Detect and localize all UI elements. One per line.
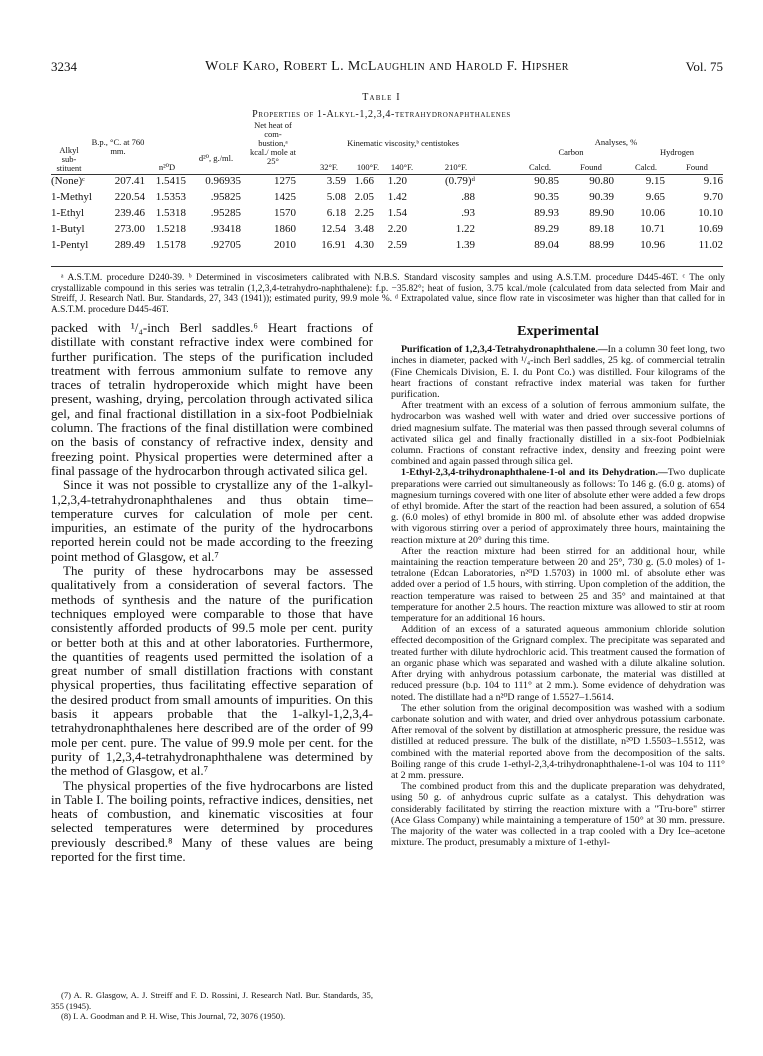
table-cell: .95285: [210, 207, 241, 219]
experimental-paragraphs: [391, 344, 725, 848]
table-cell: 0.96935: [205, 175, 241, 187]
table-cell: 6.18: [326, 207, 346, 219]
table-cell: 11.02: [698, 239, 723, 251]
table-cell: .93418: [210, 223, 241, 235]
paragraph-text: Addition of an excess of a saturated aqueous ammonium chloride solution effected decomposition of the Grignard complex. The precipitate was separated and treated further with dilute hydrochloric acid. This treatment caused the formation of an organic phase which was separated and washed with a dilute alkaline solution. After drying with anhydrous potassium carbonate, the material was distilled at reduced pressure (b.p. 104 to 111° at 2 mm.). Some evidence of dehydration was noted. The distillate had a n²⁰D range of 1.5527–1.5614.: [391, 624, 725, 703]
header-heat: Net heat of com- bustion,ᵃ kcal./ mole at 25°: [249, 120, 297, 166]
header-v140: 140°F.: [390, 162, 414, 172]
left-column: [51, 321, 373, 864]
table-cell: 89.18: [589, 223, 614, 235]
table-cell: .88: [461, 191, 475, 203]
header-c-found: Found: [580, 162, 602, 172]
table-cell: 239.46: [114, 207, 145, 219]
table-row-label: 1-Pentyl: [51, 239, 89, 251]
table-cell: 90.39: [589, 191, 614, 203]
table-cell: 12.54: [321, 223, 346, 235]
table-cell: 289.49: [114, 239, 145, 251]
page-header: [51, 59, 723, 77]
table-cell: 9.70: [703, 191, 723, 203]
table-cell: 89.90: [589, 207, 614, 219]
table-cell: 1.5353: [155, 191, 186, 203]
table-cell: 220.54: [114, 191, 145, 203]
experimental-paragraph: [391, 400, 725, 467]
table-cell: (0.79)ᵈ: [445, 175, 475, 187]
table-cell: 1.5178: [155, 239, 186, 251]
table-cell: 90.80: [589, 175, 614, 187]
table-cell: 88.99: [589, 239, 614, 251]
table-cell: 1570: [274, 207, 296, 219]
section-heading: Experimental: [517, 326, 599, 339]
header-density: d²⁰, g./ml.: [198, 153, 234, 163]
table-cell: 1275: [274, 175, 296, 187]
experimental-paragraph: [391, 344, 725, 400]
paragraph-text: After treatment with an excess of a solution of ferrous ammonium sulfate, the hydrocarbon was washed well with water and dried over successive portions of dried magnesium sulfate. The material was then passed through several columns of activated silica gel and finally fractionally distilled in a six-foot Podbielniak column. Fractions of constant refractive index, density and freezing point were combined and again passed through silica gel.: [391, 400, 725, 468]
header-v32: 32°F.: [319, 162, 339, 172]
table-footnote-text: ᵃ A.S.T.M. procedure D240-39. ᵇ Determined in viscosimeters calibrated with N.B.S. Standard viscosity samples and using A.S.T.M. procedure D445-46T. ᶜ The only crystallizable compound in this series was tetralin (1,2,3,4-tetrahydro-naphthalene): f.p. −35.82°; heat of fusion, 3.75 kcal./mole (calculated from data selected from Mair and Streiff, J. Research Natl. Bur. Standards, 27, 343 (1941)); estimated purity, 99.9 mole %. ᵈ Extrapolated value, since flow rate in viscosimeter was higher than that called for in A.S.T.M. procedure D445-46T.: [51, 273, 725, 315]
table-cell: .95825: [210, 191, 241, 203]
page-number: 3234: [51, 59, 77, 74]
table-cell: 273.00: [114, 223, 145, 235]
table-caption: Properties of 1-Alkyl-1,2,3,4-tetrahydronaphthalenes: [252, 109, 511, 120]
table-row-label: 1-Ethyl: [51, 207, 84, 219]
paragraph-text: The combined product from this and the duplicate preparation was dehydrated, using 50 g. of anhydrous cupric sulfate as a catalyst. This dehydration was considerably facilitated by stirring the reaction mixture with a "Tru-bore" stirrer (Ace Glass Company) while maintaining a temperature of 150° at 30 mm. pressure. The majority of the water was collected in a trap cooled with a Dry Ice–acetone mixture. The product, presumably a mixture of 1-ethyl-: [391, 781, 725, 849]
header-v100: 100°F.: [356, 162, 380, 172]
table-cell: 3.48: [354, 223, 374, 235]
table-cell: 3.59: [326, 175, 346, 187]
experimental-paragraph: [391, 781, 725, 848]
table-cell: 89.29: [534, 223, 559, 235]
table-row-label: 1-Methyl: [51, 191, 92, 203]
table-cell: .92705: [210, 239, 241, 251]
table-cell: 1.5218: [155, 223, 186, 235]
header-c-calcd: Calcd.: [529, 162, 551, 172]
table-cell: .93: [461, 207, 475, 219]
table-cell: 10.71: [640, 223, 665, 235]
table-row-label: (None)ᶜ: [51, 175, 85, 187]
table-cell: 1.20: [387, 175, 407, 187]
right-column: [391, 326, 725, 848]
table-cell: 2.20: [387, 223, 407, 235]
table-cell: 1.5318: [155, 207, 186, 219]
table-cell: 2.59: [387, 239, 407, 251]
paragraph-text: After the reaction mixture had been stirred for an additional hour, while maintaining the reaction temperature between 20 and 25°, 730 g. (5.0 moles) of 1-tetralone (Edcan Laboratories, n²⁰D 1.5703) in 1000 ml. of absolute ether was added over a period of 1.5 hours, with stirring. Upon completion of the addition, the reaction temperature was raised to between 25 and 35° and maintained at that temperature for another 2.5 hours. The reaction mixture was allowed to stir at room temperature for an additional 16 hours.: [391, 545, 725, 625]
paragraph-run-in-heading: Purification of 1,2,3,4-Tetrahydronaphthalene.—: [401, 344, 608, 356]
header-v210: 210°F.: [444, 162, 468, 172]
header-viscosity-group: Kinematic viscosity,ᵇ centistokes: [347, 138, 459, 148]
table-label: Table I: [362, 92, 401, 103]
experimental-paragraph: [391, 703, 725, 781]
table-footnotes: [51, 273, 725, 315]
table-cell: 1.5415: [155, 175, 186, 187]
body-paragraph: packed with ¹/₄-inch Berl saddles.⁶ Heart fractions of distillate with constant refractive index were combined for further purification. The steps of the purification included treatment with ferrous ammonium sulfate to remove any traces of tetralin hydroperoxide which might have been present, washing, drying, percolation through activated silica gel, and final fractional distillation in a six-foot Podbielniak column. The fractions of the final distillation were combined on the basis of constancy of refractive index, density and freezing point. Physical properties were determined after a final passage of the hydrocarbon through activated silica gel.: [51, 321, 373, 478]
table-bottom-rule: [51, 266, 723, 267]
table-cell: 9.15: [645, 175, 665, 187]
table-row-label: 1-Butyl: [51, 223, 85, 235]
experimental-paragraph: [391, 467, 725, 545]
table-cell: 207.41: [114, 175, 145, 187]
paragraph-text: Two duplicate preparations were carried out simultaneously as follows: To 146 g. (6.0 g. atoms) of magnesium turnings covered with one liter of absolute ether were added a few drops of ethyl bromide. After the start of the reaction had been assured, a solution of 654 g. (6.0 moles) of ethyl bromide in 800 ml. of absolute ether was added dropwise with vigorous stirring over a period of approximately three hours, maintaining the reaction mixture at 20° during this time.: [391, 467, 725, 546]
header-h-calcd: Calcd.: [635, 162, 657, 172]
paragraph-run-in-heading: 1-Ethyl-2,3,4-trihydronaphthalene-1-ol and its Dehydration.—: [401, 467, 668, 479]
table-cell: 1.22: [455, 223, 475, 235]
paragraph-text: In a column 30 feet long, two inches in diameter, packed with ¹/₄-inch Berl saddles, 25 kg. of commercial tetralin (Fine Chemicals Division, E. I. du Pont Co.) was distilled. Four kilograms of the heart fractions of constant refractive index material was taken for further purification.: [391, 344, 725, 401]
table-cell: 4.30: [354, 239, 374, 251]
table-cell: 1860: [274, 223, 296, 235]
table-cell: 5.08: [326, 191, 346, 203]
table-cell: 1.54: [387, 207, 407, 219]
table-cell: 1425: [274, 191, 296, 203]
experimental-paragraph: [391, 624, 725, 702]
experimental-paragraph: [391, 546, 725, 624]
header-bp: B.p., °C. at 760 mm.: [91, 137, 145, 156]
header-h-found: Found: [686, 162, 708, 172]
table-cell: 1.42: [387, 191, 407, 203]
table-cell: 9.65: [645, 191, 665, 203]
table-cell: 16.91: [321, 239, 346, 251]
header-carbon: Carbon: [558, 147, 584, 157]
header-hydrogen: Hydrogen: [660, 147, 694, 157]
table-cell: 10.06: [640, 207, 665, 219]
table-cell: 2010: [274, 239, 296, 251]
table-cell: 1.39: [455, 239, 475, 251]
body-paragraph: Since it was not possible to crystallize any of the 1-alkyl-1,2,3,4-tetrahydronaphthalenes and thus obtain time–temperature curves for calculation of mole per cent. impurities, an estimate of the purity of the hydrocarbons reported herein could not be made according to the freezing point method of Glasgow, et al.⁷: [51, 477, 373, 564]
running-authors: Wolf Karo, Robert L. McLaughlin and Harold F. Hipsher: [205, 59, 569, 74]
table-cell: 90.35: [534, 191, 559, 203]
header-alkyl: Alkyl sub- stituent: [56, 145, 82, 173]
table-cell: 2.25: [354, 207, 374, 219]
table-cell: 10.96: [640, 239, 665, 251]
table-cell: 10.10: [698, 207, 723, 219]
header-nd: n²⁰D: [158, 162, 176, 172]
table-cell: 90.85: [534, 175, 559, 187]
table-cell: 1.66: [354, 175, 374, 187]
table-cell: 9.16: [703, 175, 723, 187]
body-paragraph: The physical properties of the five hydrocarbons are listed in Table I. The boiling points, refractive indices, densities, net heats of combustion, and kinematic viscosities at four selected temperatures were determined by procedures previously described.⁸ Many of these values are being reported for the first time.: [51, 777, 373, 864]
reference-item: (7) A. R. Glasgow, A. J. Streiff and F. D. Rossini, J. Research Natl. Bur. Standards, 35, 355 (1945).: [51, 990, 373, 1011]
header-analyses-group: Analyses, %: [594, 137, 638, 147]
body-paragraph: The purity of these hydrocarbons may be assessed qualitatively from a consideration of several factors. The methods of synthesis and the nature of the purification techniques employed were comparable to those that have consistently afforded products of 99.5 mole per cent. purity or better both at this and at other laboratories. Furthermore, the quantities of reagents used permitted the isolation of a great number of small distillation fractions with constant physical properties, thus facilitating effective separation of the desired product from small amounts of impurities. On this basis it appears probable that the 1-alkyl-1,2,3,4-tetrahydronaphthalenes here described are of the order of 99 mole per cent. pure. The value of 99.9 mole per cent. for the purity of 1,2,3,4-tetrahydronaphthalene was determined by the method of Glasgow, et al.⁷: [51, 563, 373, 779]
table-cell: 89.04: [534, 239, 559, 251]
paragraph-text: The ether solution from the original decomposition was washed with a sodium carbonate solution and with water, and dried over anhydrous potassium carbonate. After removal of the solvent by distillation at atmospheric pressure, the residue was distilled at reduced pressure. The bulk of the distillate, n²⁰D 1.5503–1.5512, was combined with the material reported above from the decomposition of the salts. Boiling range of this crude 1-ethyl-2,3,4-trihydronaphthalene-1-ol was 104 to 111° at 2 mm. pressure.: [391, 702, 725, 781]
table-cell: 2.05: [354, 191, 374, 203]
volume-number: Vol. 75: [685, 59, 723, 74]
table-cell: 10.69: [698, 223, 723, 235]
references: [51, 990, 373, 1022]
table-cell: 89.93: [534, 207, 559, 219]
reference-item: (8) I. A. Goodman and P. H. Wise, This Journal, 72, 3076 (1950).: [61, 1011, 286, 1021]
